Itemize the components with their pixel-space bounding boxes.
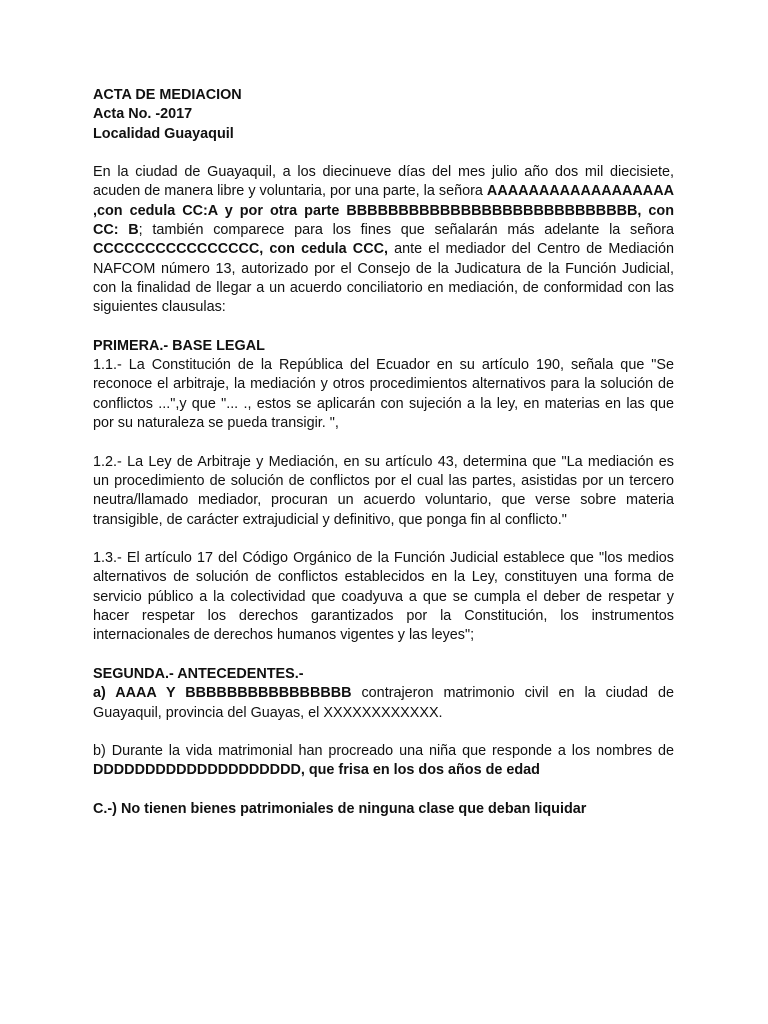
section-segunda-title: SEGUNDA.- ANTECEDENTES.- xyxy=(93,665,304,682)
localidad-label: Localidad xyxy=(93,125,161,142)
antecedente-a-names: a) AAAA Y BBBBBBBBBBBBBBBB xyxy=(93,685,352,702)
document-title-row xyxy=(93,86,674,105)
localidad-row xyxy=(93,125,674,144)
antecedente-a-text: contrajeron matrimonio civil en la ciudad de Guayaquil, provincia del Guayas, el XXXXXXXXXXXX. xyxy=(93,685,674,721)
localidad-value: Guayaquil xyxy=(164,125,234,142)
intro-text-2: ; también comparece para los fines que señalarán más adelante la señora xyxy=(138,222,674,239)
clause-1-2: 1.2.- La Ley de Arbitraje y Mediación, en su artículo 43, determina que "La mediación es un procedimiento de solución de conflictos por el cual las partes, asistidas por un tercero neutra/llamado mediador, procuran un acuerdo voluntario, que verse sobre materia transigible, de carácter extrajudicial y definitivo, que ponga fin al conflicto." xyxy=(93,453,674,528)
intro-third-party-bold: CCCCCCCCCCCCCCCC, con cedula CCC, xyxy=(93,241,388,258)
antecedente-a xyxy=(93,684,674,723)
intro-text-3: ante el mediador del Centro de Mediación NAFCOM número 13, autorizado por el Consejo de la Judicatura de la Función Judicial, con la finalidad de llegar a un acuerdo conciliatorio en mediación, de conformidad con las siguientes clausulas: xyxy=(93,241,674,316)
acta-number-value: -2017 xyxy=(155,106,193,123)
clause-1-3: 1.3.- El artículo 17 del Código Orgánico de la Función Judicial establece que "los medios alternativos de solución de conflictos establecidos en la Ley, constituyen una forma de servicio público a la colectividad que coadyuva a que se cumpla el deber de respetar y hacer respetar los derechos garantizados por la Constitución, los instrumentos internacionales de derechos humanos vigentes y las leyes"; xyxy=(93,550,674,644)
antecedente-b xyxy=(93,742,674,781)
intro-text-1: En la ciudad de Guayaquil, a los diecinueve días del mes julio año dos mil diecisiete, acuden de manera libre y voluntaria, por una parte, la señora xyxy=(93,164,674,200)
acta-number-label: Acta No. xyxy=(93,106,152,123)
document-body xyxy=(93,86,674,819)
antecedente-c: C.-) No tienen bienes patrimoniales de ninguna clase que deban liquidar xyxy=(93,800,587,817)
antecedente-b-child: DDDDDDDDDDDDDDDDDDDD, que frisa en los dos años de edad xyxy=(93,762,540,779)
intro-paragraph xyxy=(93,163,674,317)
intro-parties-bold: AAAAAAAAAAAAAAAAAA ,con cedula CC:A y por otra parte BBBBBBBBBBBBBBBBBBBBBBBBBBBB, con CC: B xyxy=(93,183,674,239)
acta-number-row xyxy=(93,105,674,124)
clause-1-1: 1.1.- La Constitución de la República del Ecuador en su artículo 190, señala que "Se reconoce el arbitraje, la mediación y otros procedimientos alternativos para la solución de conflictos ...",y que "... ., estos se aplicarán con sujeción a la ley, en materias en las que por su naturaleza se pueda transigir. ", xyxy=(93,357,674,432)
document-title: ACTA DE MEDIACION xyxy=(93,87,242,103)
antecedente-b-text: b) Durante la vida matrimonial han procreado una niña que responde a los nombres de xyxy=(93,743,674,760)
section-primera-title: PRIMERA.- BASE LEGAL xyxy=(93,337,265,354)
